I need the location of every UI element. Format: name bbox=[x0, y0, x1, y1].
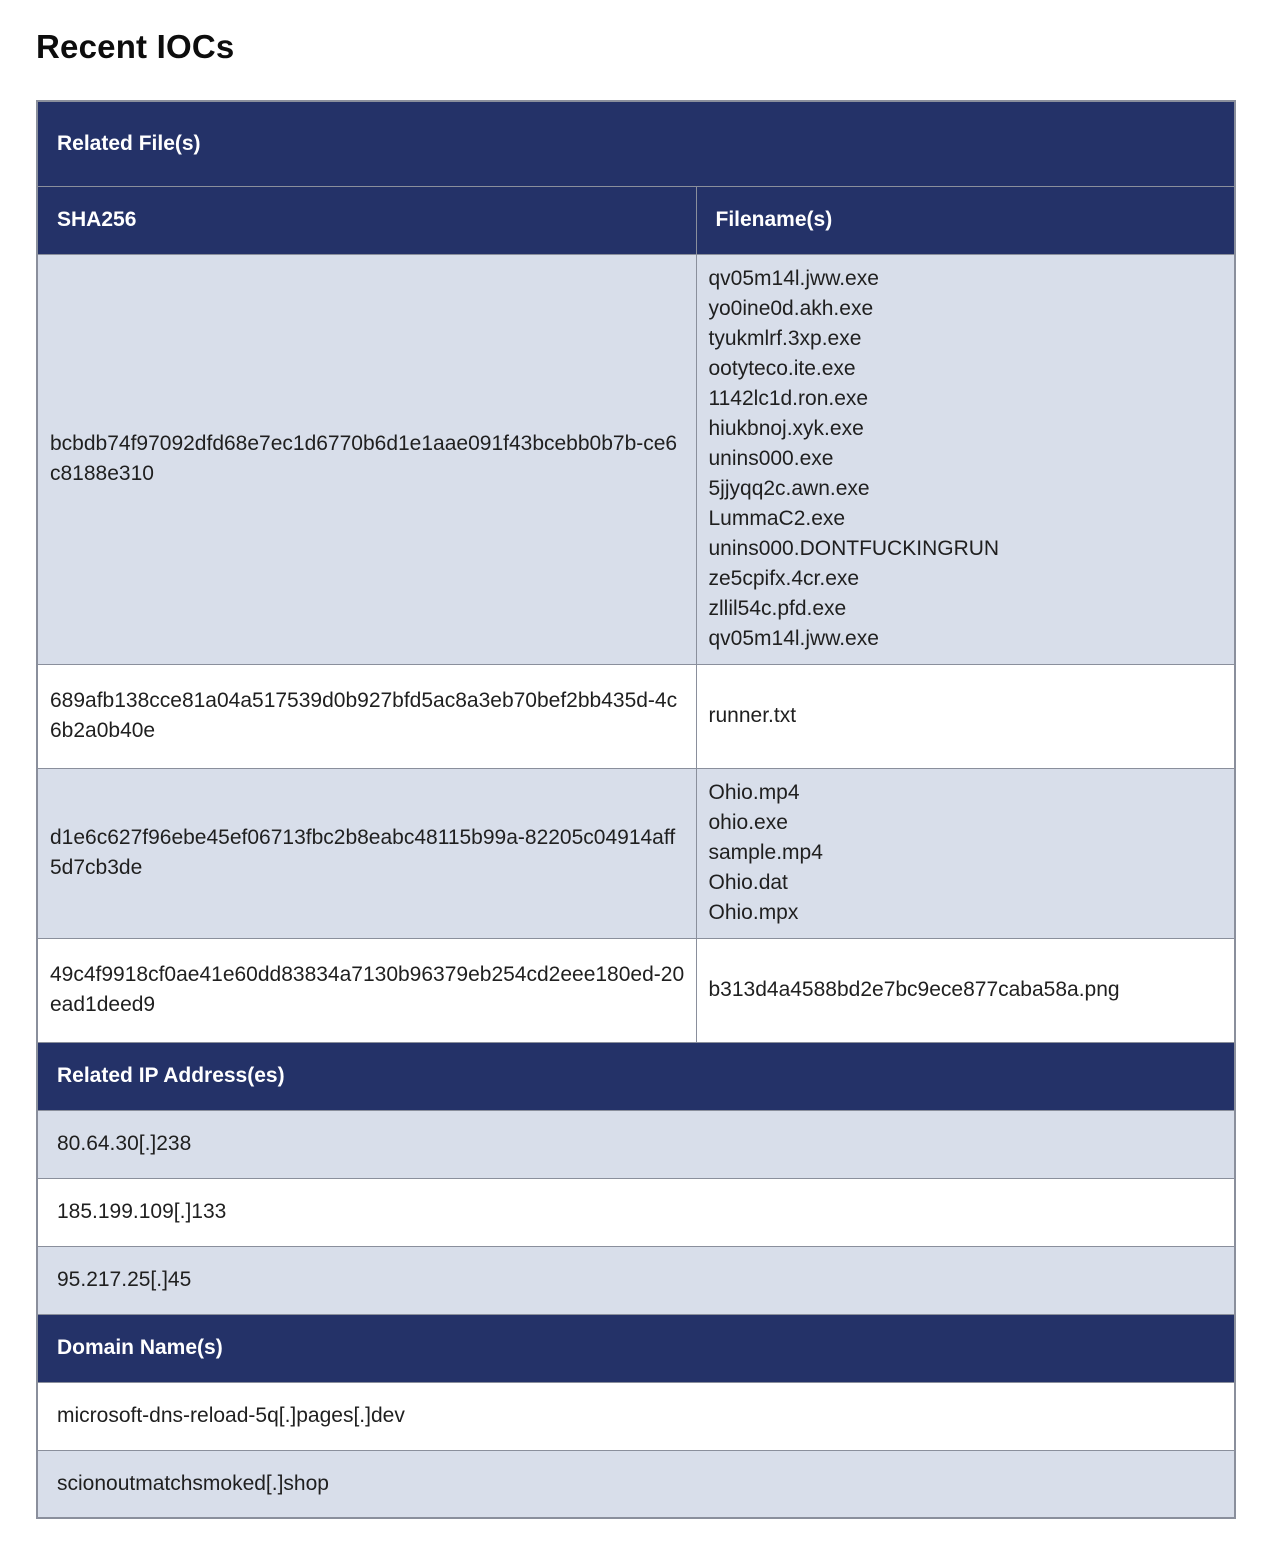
filename[interactable]: qv05m14l.jww.exe bbox=[708, 267, 879, 290]
filenames-column-header: Filename(s) bbox=[696, 186, 1235, 254]
filename[interactable]: b313d4a4588bd2e7bc9ece877caba58a.png bbox=[708, 978, 1120, 1001]
sha256-value[interactable]: 689afb138cce81a04a517539d0b927bfd5ac8a3eb70bef2bb435d-4c6b2a0b40e bbox=[37, 664, 696, 768]
filename[interactable]: hiukbnoj.xyk.exe bbox=[708, 417, 864, 440]
domain-row bbox=[37, 1382, 1235, 1450]
filename[interactable]: LummaC2.exe bbox=[708, 507, 846, 530]
domain-name[interactable]: microsoft-dns-reload-5q[.]pages[.]dev bbox=[37, 1382, 1235, 1450]
filename[interactable]: tyukmlrf.3xp.exe bbox=[708, 327, 862, 350]
file-row bbox=[37, 768, 1235, 938]
domain-section-title: Domain Name(s) bbox=[37, 1314, 1235, 1382]
filename[interactable]: sample.mp4 bbox=[708, 841, 823, 864]
filename[interactable]: ootyteco.ite.exe bbox=[708, 357, 856, 380]
filenames-list bbox=[696, 664, 1235, 768]
filename[interactable]: unins000.exe bbox=[708, 447, 834, 470]
filename[interactable]: runner.txt bbox=[708, 704, 797, 727]
filename[interactable]: Ohio.mpx bbox=[708, 901, 799, 924]
ioc-table bbox=[36, 100, 1236, 1519]
filename[interactable]: yo0ine0d.akh.exe bbox=[708, 297, 874, 320]
sha256-value[interactable]: bcbdb74f97092dfd68e7ec1d6770b6d1e1aae091f43bcebb0b7b-ce6c8188e310 bbox=[37, 254, 696, 664]
ip-address[interactable]: 185.199.109[.]133 bbox=[37, 1178, 1235, 1246]
domain-name[interactable]: scionoutmatchsmoked[.]shop bbox=[37, 1450, 1235, 1518]
page-title: Recent IOCs bbox=[36, 28, 235, 65]
filename[interactable]: ohio.exe bbox=[708, 811, 788, 834]
file-row bbox=[37, 664, 1235, 768]
filename[interactable]: unins000.DONTFUCKINGRUN bbox=[708, 537, 1000, 560]
filename[interactable]: 1142lc1d.ron.exe bbox=[708, 387, 869, 410]
filenames-list bbox=[696, 768, 1235, 938]
ip-row bbox=[37, 1246, 1235, 1314]
file-row bbox=[37, 938, 1235, 1042]
sha256-value[interactable]: d1e6c627f96ebe45ef06713fbc2b8eabc48115b99a-82205c04914aff5d7cb3de bbox=[37, 768, 696, 938]
filename[interactable]: Ohio.mp4 bbox=[708, 781, 800, 804]
files-column-header-row bbox=[37, 186, 1235, 254]
filenames-list bbox=[696, 254, 1235, 664]
domain-row bbox=[37, 1450, 1235, 1518]
file-row bbox=[37, 254, 1235, 664]
ip-row bbox=[37, 1110, 1235, 1178]
sha256-value[interactable]: 49c4f9918cf0ae41e60dd83834a7130b96379eb254cd2eee180ed-20ead1deed9 bbox=[37, 938, 696, 1042]
ip-address[interactable]: 95.217.25[.]45 bbox=[37, 1246, 1235, 1314]
filename[interactable]: zllil54c.pfd.exe bbox=[708, 597, 847, 620]
ip-section-header bbox=[37, 1042, 1235, 1110]
ip-row bbox=[37, 1178, 1235, 1246]
filenames-list bbox=[696, 938, 1235, 1042]
files-section-title: Related File(s) bbox=[37, 101, 1235, 186]
domain-section-header bbox=[37, 1314, 1235, 1382]
ip-address[interactable]: 80.64.30[.]238 bbox=[37, 1110, 1235, 1178]
ip-section-title: Related IP Address(es) bbox=[37, 1042, 1235, 1110]
filename[interactable]: Ohio.dat bbox=[708, 871, 788, 894]
filename[interactable]: qv05m14l.jww.exe bbox=[708, 627, 879, 650]
filename[interactable]: ze5cpifx.4cr.exe bbox=[708, 567, 860, 590]
filename[interactable]: 5jjyqq2c.awn.exe bbox=[708, 477, 870, 500]
files-section-header bbox=[37, 101, 1235, 186]
sha256-column-header: SHA256 bbox=[37, 186, 696, 254]
